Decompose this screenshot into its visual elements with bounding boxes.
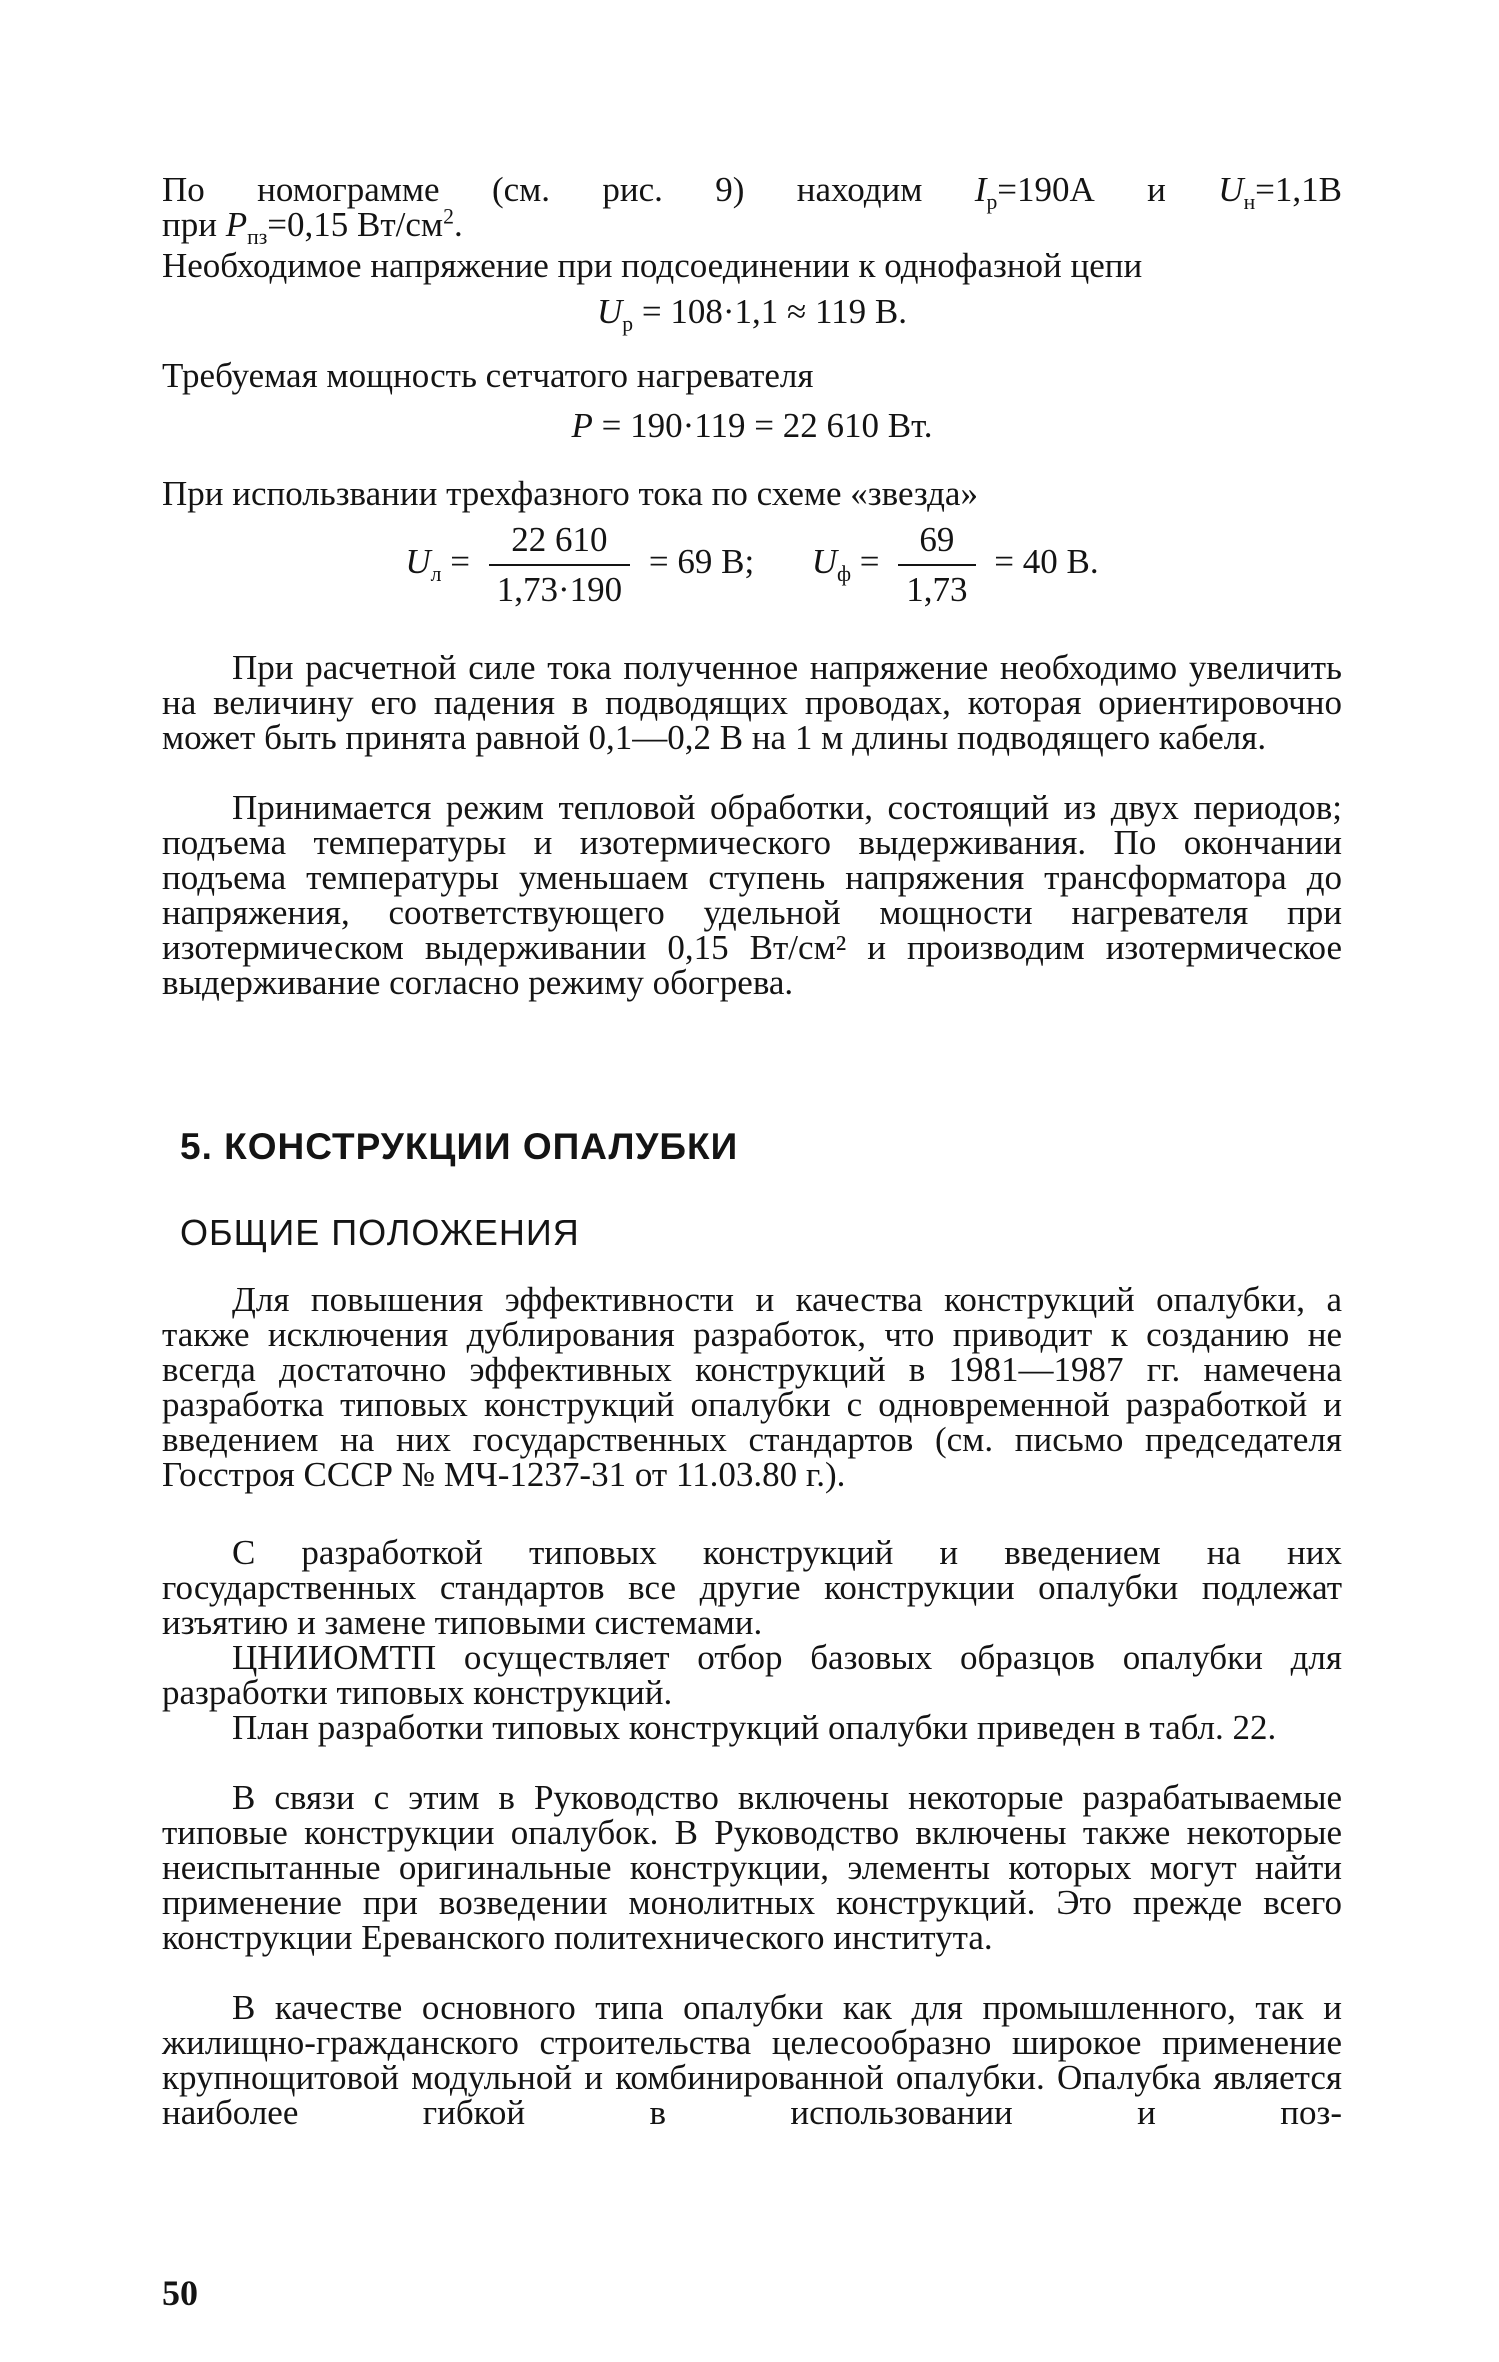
pnz-prefix: при: [162, 205, 217, 244]
paragraph-guide: В связи с этим в Руководство включены некоторые разрабатываемые типовые конструкции опалубок. В Руководство включены также некоторые неиспытанные оригинальные конструкции, элементы которых могут найти применение при возведении монолитных конструкций. Это прежде всего конструкции Ереванского политехнического института.: [162, 1778, 1342, 1957]
uf-result: = 40 В.: [994, 542, 1099, 582]
ul-subscript: л: [430, 562, 442, 587]
fraction-uf-numerator: 69: [898, 520, 975, 566]
formula-voltage-sub: р: [622, 312, 634, 336]
uf-subscript: ф: [836, 562, 852, 587]
ul-result: = 69 В;: [648, 542, 755, 582]
nomogram-text: По номограмме (см. рис. 9) находим: [162, 170, 923, 209]
formula-star: [162, 520, 1342, 610]
ip-value: =190А и: [997, 170, 1166, 209]
paragraph-standards: С разработкой типовых конструкций и введением на них государственных стандартов все другие конструкции опалубки подлежат изъятию и замене типовыми системами.: [162, 1533, 1342, 1642]
pnz-value: =0,15 Вт/см: [267, 205, 444, 244]
section-heading: 5. КОНСТРУКЦИИ ОПАЛУБКИ: [180, 1126, 739, 1167]
pnz-symbol: P: [225, 205, 248, 244]
fraction-ul-denominator: 1,73·190: [496, 570, 623, 609]
page-number: 50: [162, 2273, 198, 2313]
voltage-intro: [162, 248, 1342, 283]
paragraph-tsniiomtp: ЦНИИОМТП осуществляет отбор базовых образцов опалубки для разработки типовых конструкций.: [162, 1638, 1342, 1712]
fraction-ul: [489, 520, 630, 610]
paragraph-main-type: В качестве основного типа опалубки как для промышленного, так и жилищно-гражданского строительства целесообразно широкое применение крупнощитовой модульной и комбинированной опалубки. Опалубка является наиболее гибкой в использовании и поз-: [162, 1988, 1342, 2132]
formula-voltage-rhs: = 108·1,1 ≈ 119 В.: [641, 292, 908, 331]
pnz-end: .: [453, 205, 463, 244]
un-symbol: U: [1218, 170, 1244, 209]
fraction-ul-numerator: 22 610: [489, 520, 630, 566]
formula-voltage: [162, 292, 1342, 336]
nomogram-line: [162, 170, 1343, 214]
ip-symbol: I: [974, 170, 987, 209]
un-subscript: н: [1243, 190, 1256, 214]
uf-equals: =: [859, 542, 880, 582]
formula-voltage-lhs: U: [596, 292, 623, 331]
un-value: =1,1В: [1255, 170, 1343, 209]
subsection-heading: ОБЩИЕ ПОЛОЖЕНИЯ: [180, 1212, 580, 1253]
ip-subscript: р: [986, 190, 998, 214]
formula-power-rhs: = 190·119 = 22 610 Вт.: [601, 406, 933, 445]
paragraph-heat-mode: Принимается режим тепловой обработки, состоящий из двух периодов; подъема температуры и изотермического выдерживания. По окончании подъема температуры уменьшаем ступень напряжения трансформатора до напряжения, соответствующего удельной мощности нагревателя при изотермическом выдерживании 0,15 Вт/см² и производим изотермическое выдерживание согласно режиму обогрева.: [162, 788, 1342, 1002]
fraction-uf: [898, 520, 975, 610]
ul-symbol: U: [405, 542, 431, 582]
pnz-superscript: 2: [443, 204, 454, 229]
paragraph-current-drop: При расчетной силе тока полученное напряжение необходимо увеличить на величину его падения в подводящих проводах, которая ориентировочно может быть принята равной 0,1—0,2 В на 1 м длины подводящего кабеля.: [162, 648, 1342, 757]
ul-equals: =: [450, 542, 470, 582]
formula-power-lhs: P: [571, 406, 593, 445]
uf-symbol: U: [811, 542, 837, 582]
power-intro-text: Требуемая мощность сетчатого нагревателя: [162, 356, 814, 395]
star-intro: [162, 476, 1342, 511]
formula-power: [162, 406, 1342, 446]
pnz-subscript: пз: [247, 225, 268, 249]
paragraph-efficiency: Для повышения эффективности и качества конструкций опалубки, а также исключения дублирования разработок, что приводит к созданию не всегда достаточно эффективных конструкций в 1981—1987 гг. намечена разработка типовых конструкций опалубки с одновременной разработкой и введением на них государственных стандартов (см. письмо председателя Госстроя СССР № МЧ-1237-31 от 11.03.80 г.).: [162, 1280, 1342, 1494]
star-intro-text: При использвании трехфазного тока по схеме «звезда»: [162, 474, 978, 513]
paragraph-plan: План разработки типовых конструкций опалубки приведен в табл. 22.: [232, 1708, 1277, 1747]
pnz-line: [162, 204, 1342, 249]
voltage-intro-text: Необходимое напряжение при подсоединении к однофазной цепи: [162, 246, 1143, 285]
fraction-uf-denominator: 1,73: [906, 570, 968, 609]
power-intro: [162, 358, 1342, 393]
